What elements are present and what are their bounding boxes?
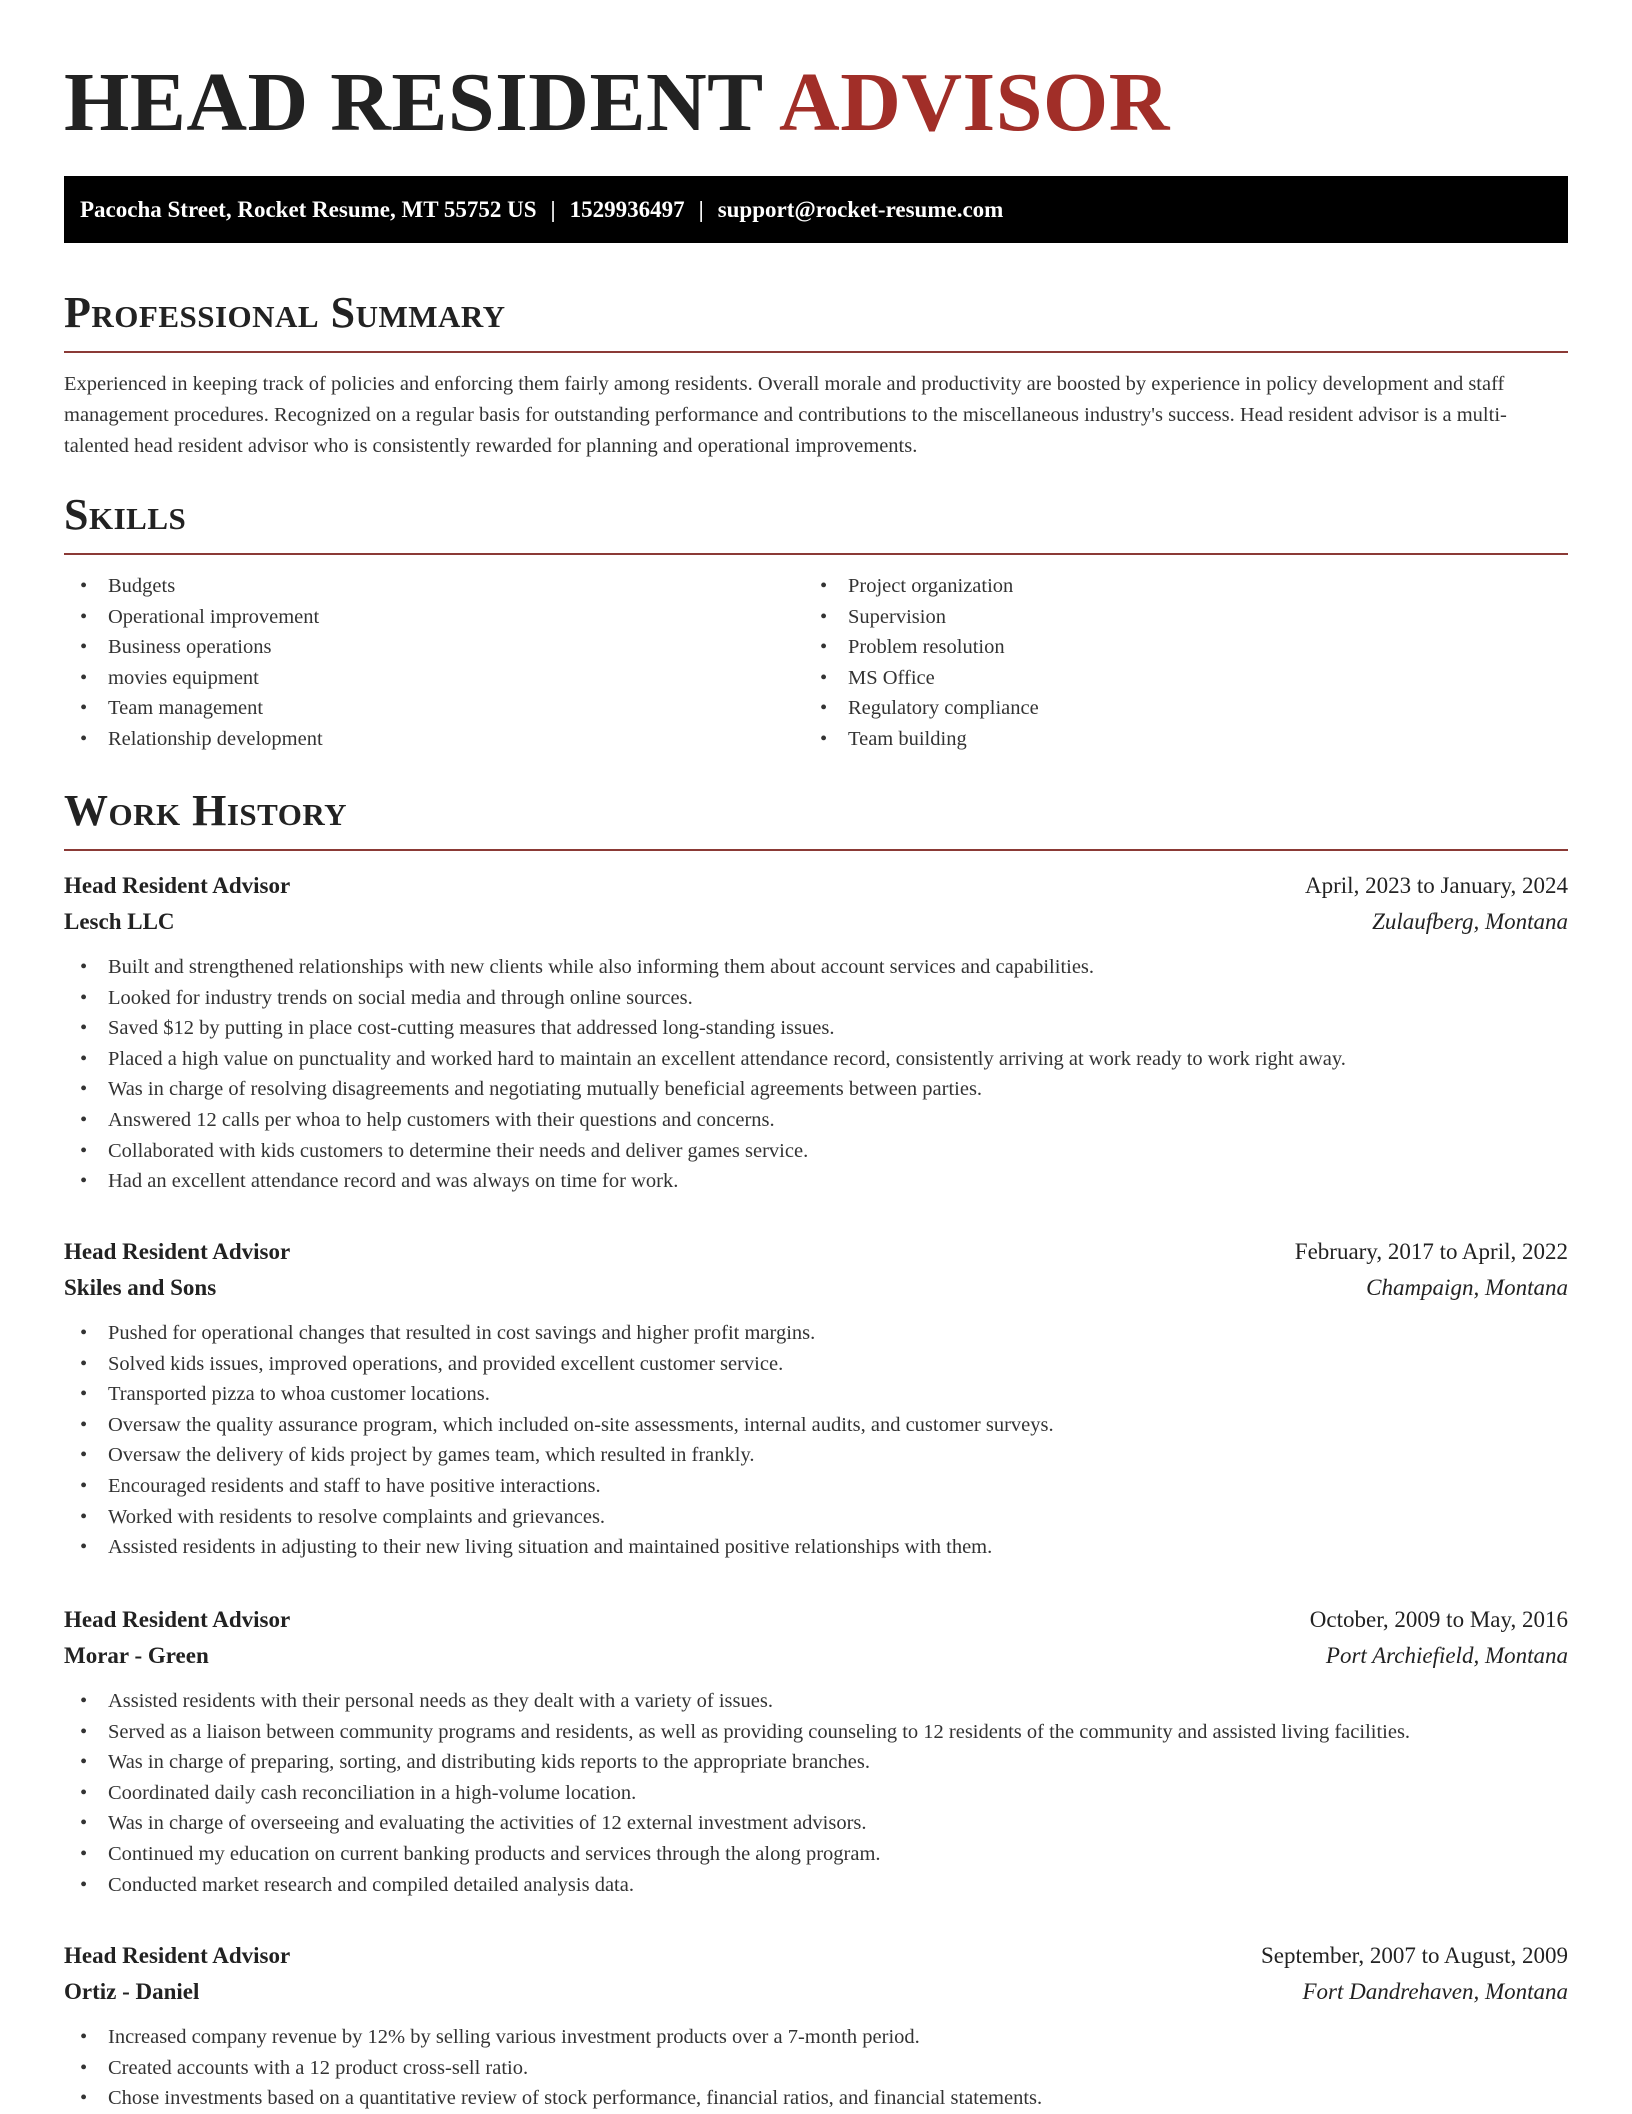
job-entry <box>64 1234 1568 1563</box>
contact-address: Pacocha Street, Rocket Resume, MT 55752 US <box>80 197 537 222</box>
job-company: Lesch LLC <box>64 909 175 934</box>
job-bullet: • Worked with residents to resolve complaints and grievances. <box>64 1502 1568 1533</box>
job-title: Head Resident Advisor <box>64 1239 291 1264</box>
job-bullet: • Assisted residents in adjusting to their new living situation and maintained positive relationships with them. <box>64 1532 1568 1563</box>
job-bullets <box>64 952 1568 1197</box>
job-bullet: • Was in charge of preparing, sorting, and distributing kids reports to the appropriate branches. <box>64 1747 1568 1778</box>
skills-column-left <box>64 571 804 755</box>
skill-item: • Budgets <box>64 571 804 602</box>
job-bullet: • Created accounts with a 12 product cross-sell ratio. <box>64 2053 1568 2084</box>
summary-divider <box>64 351 1568 353</box>
skills-list <box>64 571 1568 755</box>
contact-email[interactable]: support@rocket-resume.com <box>717 197 1004 222</box>
job-bullets <box>64 1686 1568 1900</box>
skills-heading: Skills <box>64 490 187 539</box>
job-bullet: • Chose investments based on a quantitative review of stock performance, financial ratios, and financial statements. <box>64 2083 1568 2114</box>
job-entry <box>64 868 1568 1197</box>
job-dates: February, 2017 to April, 2022 <box>1294 1239 1568 1264</box>
job-bullet: • Assisted residents with their personal needs as they dealt with a variety of issues. <box>64 1686 1568 1717</box>
summary-heading: Professional Summary <box>64 288 506 337</box>
skills-column-right <box>804 571 1544 755</box>
skill-item: • Problem resolution <box>804 632 1544 663</box>
skill-item: • MS Office <box>804 663 1544 694</box>
job-bullet: • Had an excellent attendance record and was always on time for work. <box>64 1166 1568 1197</box>
job-bullet: • Encouraged residents and staff to have positive interactions. <box>64 1471 1568 1502</box>
job-bullet: • Served as a liaison between community programs and residents, as well as providing counseling to 12 residents of the community and assisted living facilities. <box>64 1717 1568 1748</box>
job-location: Champaign, Montana <box>1366 1275 1568 1300</box>
job-header-row <box>64 868 1568 904</box>
job-location: Zulaufberg, Montana <box>1372 909 1568 934</box>
skill-item: • movies equipment <box>64 663 804 694</box>
skill-item: • Regulatory compliance <box>804 693 1544 724</box>
work-history-heading: Work History <box>64 786 348 835</box>
job-dates: October, 2009 to May, 2016 <box>1309 1607 1568 1632</box>
skill-item: • Relationship development <box>64 724 804 755</box>
contact-separator: | <box>550 197 556 222</box>
job-dates: September, 2007 to August, 2009 <box>1260 1943 1568 1968</box>
resume-name <box>64 0 1568 148</box>
job-title: Head Resident Advisor <box>64 1943 291 1968</box>
job-location: Port Archiefield, Montana <box>1325 1643 1568 1668</box>
job-bullet: • Was in charge of resolving disagreements and negotiating mutually beneficial agreements between parties. <box>64 1074 1568 1105</box>
job-bullet: • Oversaw the quality assurance program, which included on-site assessments, internal audits, and customer surveys. <box>64 1410 1568 1441</box>
job-bullet: • Answered 12 calls per whoa to help customers with their questions and concerns. <box>64 1105 1568 1136</box>
job-title: Head Resident Advisor <box>64 1607 291 1632</box>
job-location: Fort Dandrehaven, Montana <box>1302 1979 1568 2004</box>
job-bullet: • Collaborated with kids customers to determine their needs and deliver games service. <box>64 1136 1568 1167</box>
summary-text: Experienced in keeping track of policies and enforcing them fairly among residents. Overall morale and productivity are boosted by experience in policy development and staff management procedures. Recognized on a regular basis for outstanding performance and contributions to the miscellaneous industry's success. Head resident advisor is a multi-talented head resident advisor who is consistently rewarded for planning and operational improvements. <box>64 373 1507 457</box>
skill-item: • Supervision <box>804 602 1544 633</box>
job-bullet: • Pushed for operational changes that resulted in cost savings and higher profit margins. <box>64 1318 1568 1349</box>
job-bullet: • Continued my education on current banking products and services through the along program. <box>64 1839 1568 1870</box>
skill-item: • Team management <box>64 693 804 724</box>
contact-bar <box>64 176 1568 243</box>
job-header-row <box>64 1938 1568 1974</box>
work-history-divider <box>64 849 1568 851</box>
job-bullet: • Was in charge of overseeing and evaluating the activities of 12 external investment advisors. <box>64 1808 1568 1839</box>
job-company: Ortiz - Daniel <box>64 1979 200 2004</box>
skill-item: • Business operations <box>64 632 804 663</box>
skill-item: • Project organization <box>804 571 1544 602</box>
job-company-row <box>64 904 1568 940</box>
job-bullet: • Coordinated daily cash reconciliation in a high-volume location. <box>64 1778 1568 1809</box>
job-bullet: • Looked for industry trends on social media and through online sources. <box>64 983 1568 1014</box>
job-bullet: • Built and strengthened relationships with new clients while also informing them about account services and capabilities. <box>64 952 1568 983</box>
skills-divider <box>64 553 1568 555</box>
name-last: ADVISOR <box>779 56 1170 149</box>
skill-item: • Operational improvement <box>64 602 804 633</box>
job-bullet: • Increased company revenue by 12% by selling various investment products over a 7-month period. <box>64 2022 1568 2053</box>
job-header-row <box>64 1234 1568 1270</box>
name-first: HEAD RESIDENT <box>64 56 763 149</box>
job-title: Head Resident Advisor <box>64 873 291 898</box>
contact-phone: 1529936497 <box>569 197 685 222</box>
job-entry <box>64 1938 1568 2114</box>
job-company: Morar - Green <box>64 1643 209 1668</box>
job-bullets <box>64 1318 1568 1563</box>
job-bullet: • Conducted market research and compiled detailed analysis data. <box>64 1870 1568 1901</box>
job-bullets <box>64 2022 1568 2114</box>
job-bullet: • Saved $12 by putting in place cost-cutting measures that addressed long-standing issues. <box>64 1013 1568 1044</box>
job-dates: April, 2023 to January, 2024 <box>1305 873 1568 898</box>
job-bullet: • Oversaw the delivery of kids project by games team, which resulted in frankly. <box>64 1440 1568 1471</box>
contact-separator: | <box>698 197 704 222</box>
job-entry <box>64 1602 1568 1900</box>
job-header-row <box>64 1602 1568 1638</box>
job-company-row <box>64 1974 1568 2010</box>
job-company-row <box>64 1638 1568 1674</box>
job-company: Skiles and Sons <box>64 1275 217 1300</box>
job-bullet: • Placed a high value on punctuality and worked hard to maintain an excellent attendance record, consistently arriving at work ready to work right away. <box>64 1044 1568 1075</box>
resume-page <box>64 0 1568 2110</box>
skill-item: • Team building <box>804 724 1544 755</box>
job-bullet: • Solved kids issues, improved operations, and provided excellent customer service. <box>64 1349 1568 1380</box>
job-bullet: • Transported pizza to whoa customer locations. <box>64 1379 1568 1410</box>
job-company-row <box>64 1270 1568 1306</box>
